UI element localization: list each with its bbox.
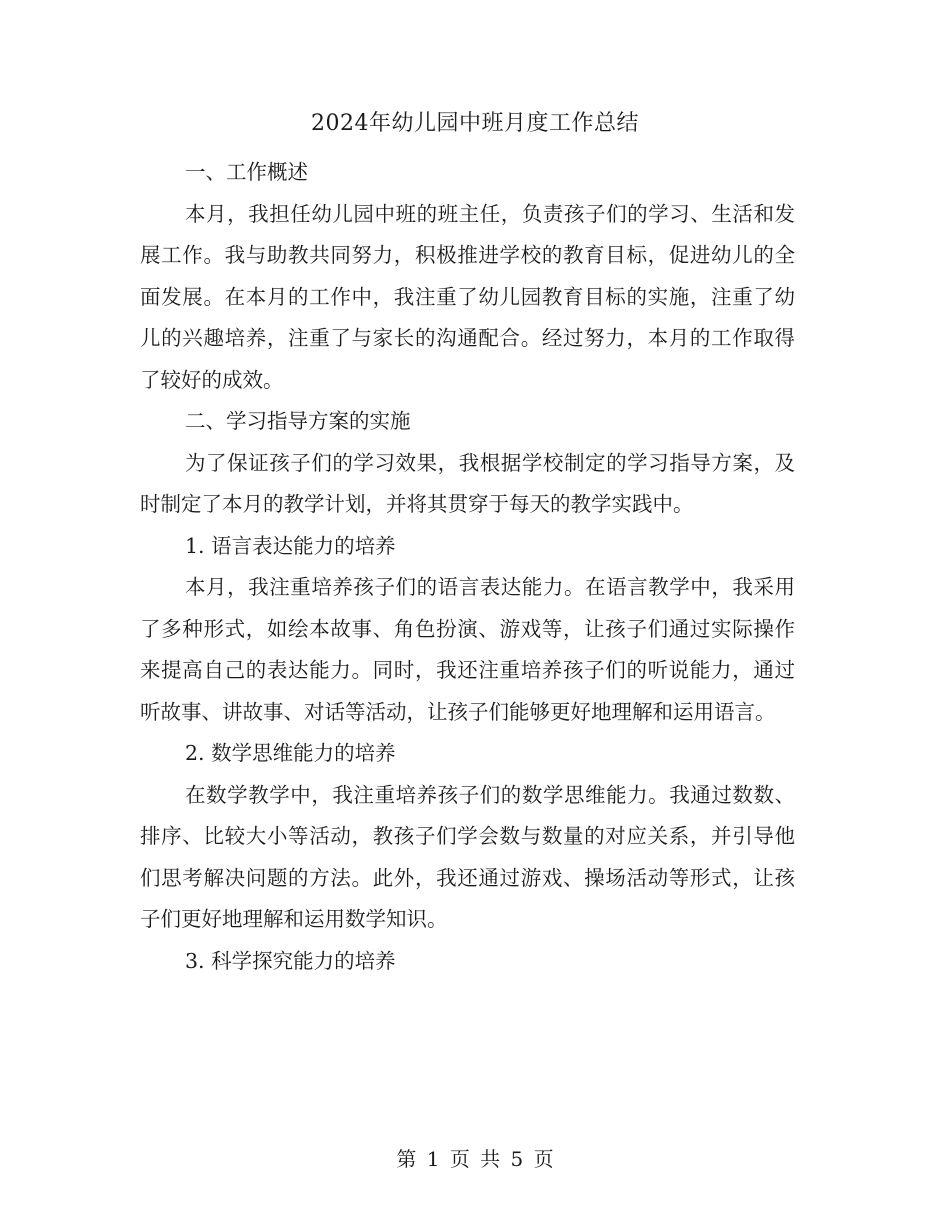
subheading-science: 3. 科学探究能力的培养 bbox=[185, 948, 396, 973]
section-heading-guidance-plan: 二、学习指导方案的实施 bbox=[185, 409, 411, 433]
paragraph-overview: 本月，我担任幼儿园中班的班主任，负责孩子们的学习、生活和发展工作。我与助教共同努力，积极推进学校的教育目标，促进幼儿的全面发展。在本月的工作中，我注重了幼儿园教育目标的实施，注重了幼儿的兴趣培养，注重了与家长的沟通配合。经过努力，本月的工作取得了较好的成效。 bbox=[140, 201, 795, 392]
section-heading-overview: 一、工作概述 bbox=[185, 160, 308, 184]
paragraph-math: 在数学教学中，我注重培养孩子们的数学思维能力。我通过数数、排序、比较大小等活动，教孩子们学会数与数量的对应关系，并引导他们思考解决问题的方法。此外，我还通过游戏、操场活动等形式，让孩子们更好地理解和运用数学知识。 bbox=[140, 782, 795, 931]
subheading-math: 2. 数学思维能力的培养 bbox=[185, 741, 396, 765]
paragraph-language: 本月，我注重培养孩子们的语言表达能力。在语言教学中，我采用了多种形式，如绘本故事、角色扮演、游戏等，让孩子们通过实际操作来提高自己的表达能力。同时，我还注重培养孩子们的听说能力，通过听故事、讲故事、对话等活动，让孩子们能够更好地理解和运用语言。 bbox=[140, 575, 795, 724]
document-title: 2024年幼儿园中班月度工作总结 bbox=[311, 111, 639, 136]
document-body bbox=[140, 152, 795, 982]
subheading-language: 1. 语言表达能力的培养 bbox=[185, 533, 396, 558]
page-number-footer: 第 1 页 共 5 页 bbox=[396, 1147, 554, 1171]
paragraph-guidance-plan: 为了保证孩子们的学习效果，我根据学校制定的学习指导方案，及时制定了本月的教学计划，并将其贯穿于每天的教学实践中。 bbox=[140, 450, 795, 516]
